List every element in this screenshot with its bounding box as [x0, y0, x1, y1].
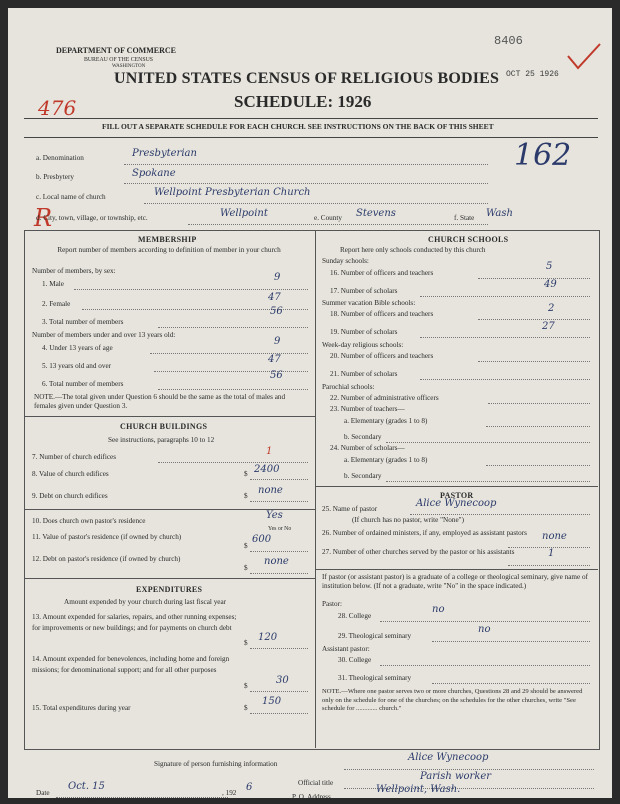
buildings-intro: See instructions, paragraphs 10 to 12 — [108, 436, 215, 444]
expenditures-heading: EXPENDITURES — [136, 585, 203, 594]
rule-membership — [24, 416, 315, 417]
rule-buildings — [24, 578, 315, 579]
q14-label: 14. Amount expended for benevolences, including home and foreign missions; for denominational support; and for all other purposes — [32, 655, 230, 674]
q8-label: 8. Value of church edifices — [32, 470, 109, 478]
form-code: 8—5318 a 11—9054d — [54, 799, 99, 804]
city-value: Wellpoint — [220, 208, 268, 219]
q11-line — [250, 551, 308, 552]
weekday-label: Week-day religious schools: — [322, 341, 404, 349]
q3-value: 56 — [270, 306, 283, 317]
q16-value: 5 — [546, 261, 553, 272]
q15-dollar: $ — [244, 704, 248, 712]
q10-label: 10. Does church own pastor's residence — [32, 517, 146, 525]
q10-hint: Yes or No — [268, 526, 292, 532]
q1-line — [74, 289, 308, 290]
q14-line — [250, 691, 308, 692]
q29-value: no — [478, 624, 491, 635]
q16-label: 16. Number of officers and teachers — [330, 269, 434, 277]
q11-value: 600 — [252, 534, 272, 545]
q8-value: 2400 — [254, 464, 280, 475]
denomination-line — [124, 164, 488, 165]
rule-top — [24, 118, 598, 119]
q15-line — [250, 713, 308, 714]
q11-dollar: $ — [244, 542, 248, 550]
membership-heading: MEMBERSHIP — [138, 235, 197, 244]
county-value: Stevens — [356, 208, 396, 219]
q27-value: 1 — [548, 548, 555, 559]
denomination-label: a. Denomination — [36, 154, 84, 162]
city-label: WASHINGTON — [112, 64, 146, 69]
schedule-title: SCHEDULE: 1926 — [234, 92, 372, 111]
signature-line — [344, 769, 594, 770]
q24-label: 24. Number of scholars— — [330, 444, 405, 452]
age-intro: Number of members under and over 13 years old: — [32, 331, 176, 339]
official-title-label: Official title — [298, 779, 334, 787]
buildings-heading: CHURCH BUILDINGS — [120, 422, 208, 431]
pastor-note: NOTE.—Where one pastor serves two or more churches, Questions 28 and 29 should be answered only on the schedule for one of the churches; on the schedules for the other churches, write "See schedule for ............. church." — [322, 688, 583, 712]
red-mark: R — [34, 204, 53, 232]
year-value: 6 — [246, 782, 253, 793]
presbytery-label: b. Presbytery — [36, 173, 74, 181]
signature-value: Alice Wynecoop — [408, 752, 489, 763]
q18-value: 2 — [548, 303, 555, 314]
q9-dollar: $ — [244, 492, 248, 500]
q6-value: 56 — [270, 370, 283, 381]
church-name-value: Wellpoint Presbyterian Church — [154, 187, 311, 198]
q25-hint: (If church has no pastor, write "None") — [352, 516, 464, 524]
q5-line — [154, 371, 308, 372]
q11-label: 11. Value of pastor's residence (if owned by church) — [32, 533, 182, 541]
membership-intro: Report number of members according to definition of member in your church — [57, 246, 281, 254]
q3-line — [158, 327, 308, 328]
official-title-value: Parish worker — [420, 771, 492, 782]
q5-value: 47 — [268, 354, 281, 365]
q17-value: 49 — [544, 279, 557, 290]
q20-line — [478, 361, 590, 362]
column-divider — [315, 230, 316, 748]
q4-value: 9 — [274, 336, 281, 347]
q30-label: 30. College — [338, 656, 372, 664]
q12-label: 12. Debt on pastor's residence (if owned by church) — [32, 555, 181, 563]
q4-label: 4. Under 13 years of age — [42, 344, 113, 352]
q9-label: 9. Debt on church edifices — [32, 492, 108, 500]
census-schedule-sheet — [8, 8, 612, 804]
q13-value: 120 — [258, 632, 278, 643]
po-address-label: P. O. Address — [292, 793, 331, 801]
serial-number: 8406 — [494, 34, 523, 48]
q12-value: none — [264, 556, 289, 567]
signature-label: Signature of person furnishing information — [154, 760, 278, 768]
q29-label: 29. Theological seminary — [338, 632, 412, 640]
q16-line — [478, 278, 590, 279]
q28-label: 28. College — [338, 612, 372, 620]
q18-line — [478, 319, 590, 320]
q30-line — [380, 665, 590, 666]
q28-line — [380, 621, 590, 622]
q23-label: 23. Number of teachers— — [330, 405, 405, 413]
county-label: e. County — [314, 214, 342, 222]
church-name-label: c. Local name of church — [36, 193, 106, 201]
sunday-label: Sunday schools: — [322, 257, 369, 265]
q17-line — [420, 296, 590, 297]
q28-value: no — [432, 604, 445, 615]
q26-label: 26. Number of ordained ministers, if any, employed as assistant pastors — [322, 529, 527, 537]
q12-line — [250, 573, 308, 574]
q13-label: 13. Amount expended for salaries, repairs, and other running expenses; for improvements or new buildings; and for payments on church debt — [32, 613, 237, 632]
q19-value: 27 — [542, 321, 555, 332]
q24b-line — [386, 481, 590, 482]
q29-line — [432, 641, 590, 642]
q19-line — [420, 337, 590, 338]
assistant-label: Assistant pastor: — [322, 645, 370, 653]
q24a-label: a. Elementary (grades 1 to 8) — [344, 456, 428, 464]
q31-label: 31. Theological seminary — [338, 674, 412, 682]
q9-line — [250, 501, 308, 502]
q2-value: 47 — [268, 292, 281, 303]
q1-value: 9 — [274, 272, 281, 283]
schools-heading: CHURCH SCHOOLS — [428, 235, 509, 244]
q4-line — [150, 353, 308, 354]
rule-schools — [315, 486, 598, 487]
q17-label: 17. Number of scholars — [330, 287, 398, 295]
membership-note: NOTE.—The total given under Question 6 should be the same as the total of males and females given under Question 3. — [34, 393, 286, 410]
q21-label: 21. Number of scholars — [330, 370, 398, 378]
bureau-label: BUREAU OF THE CENSUS — [84, 57, 153, 63]
q26-value: none — [542, 531, 567, 542]
state-label: f. State — [454, 214, 475, 222]
date-line — [56, 797, 228, 798]
summer-label: Summer vacation Bible schools: — [322, 299, 416, 307]
graduate-note: If pastor (or assistant pastor) is a graduate of a college or theological seminary, give name of institution below. (If not a graduate, write "No" in the space indicated.) — [322, 573, 588, 590]
q31-line — [432, 683, 590, 684]
form-title: UNITED STATES CENSUS OF RELIGIOUS BODIES — [114, 70, 500, 87]
q27-line — [508, 565, 590, 566]
parochial-label: Parochial schools: — [322, 383, 375, 391]
q20-label: 20. Number of officers and teachers — [330, 352, 434, 360]
q7-label: 7. Number of church edifices — [32, 453, 117, 461]
state-value: Wash — [486, 208, 513, 219]
q6-label: 6. Total number of members — [42, 380, 124, 388]
q13-dollar: $ — [244, 639, 248, 647]
schools-intro: Report here only schools conducted by this church — [340, 246, 486, 254]
date-value: Oct. 15 — [68, 781, 105, 792]
q7-line — [158, 462, 308, 463]
city-label-d: d. City, town, village, or township, etc. — [36, 214, 148, 222]
q21-line — [420, 379, 590, 380]
q9-value: none — [258, 485, 283, 496]
q25-value: Alice Wynecoop — [416, 498, 497, 509]
q15-label: 15. Total expenditures during year — [32, 704, 131, 712]
red-checkmark-icon — [566, 42, 602, 72]
instruction-line: FILL OUT A SEPARATE SCHEDULE FOR EACH CHURCH. SEE INSTRUCTIONS ON THE BACK OF THIS SHEET — [102, 122, 494, 131]
q15-value: 150 — [262, 696, 282, 707]
rule-q27 — [315, 569, 598, 570]
q18-label: 18. Number of officers and teachers — [330, 310, 434, 318]
date-label: Date — [36, 789, 50, 797]
q2-label: 2. Female — [42, 300, 71, 308]
city-line — [188, 224, 488, 225]
q19-label: 19. Number of scholars — [330, 328, 398, 336]
q24a-line — [486, 465, 590, 466]
q8-dollar: $ — [244, 470, 248, 478]
year-prefix: , 192 — [222, 789, 237, 797]
q3-label: 3. Total number of members — [42, 318, 124, 326]
q25-label: 25. Name of pastor — [322, 505, 378, 513]
q23a-line — [486, 426, 590, 427]
church-name-line — [144, 203, 488, 204]
q14-value: 30 — [276, 675, 289, 686]
department-label: DEPARTMENT OF COMMERCE — [56, 46, 177, 55]
q23b-label: b. Secondary — [344, 433, 382, 441]
q23a-label: a. Elementary (grades 1 to 8) — [344, 417, 428, 425]
q8-line — [250, 479, 308, 480]
q24b-label: b. Secondary — [344, 472, 382, 480]
q10-value: Yes — [266, 510, 283, 521]
q25-line — [410, 514, 590, 515]
q14-dollar: $ — [244, 682, 248, 690]
presbytery-line — [124, 183, 488, 184]
q22-line — [488, 403, 590, 404]
q22-label: 22. Number of administrative officers — [330, 394, 439, 402]
q23b-line — [386, 442, 590, 443]
expenditures-intro: Amount expended by your church during last fiscal year — [64, 598, 227, 606]
blue-mark: 162 — [514, 138, 572, 173]
q13-line — [250, 648, 308, 649]
q27-label: 27. Number of other churches served by the pastor or his assistants — [322, 548, 515, 556]
q7-value: 1 — [266, 446, 273, 457]
rule-under-instruction — [24, 137, 598, 138]
q1-label: 1. Male — [42, 280, 64, 288]
date-stamp: OCT 25 1926 — [506, 70, 559, 79]
pastor-label: Pastor: — [322, 600, 342, 608]
pastor-heading: PASTOR — [440, 491, 474, 500]
members-by-sex: Number of members, by sex: — [32, 267, 116, 275]
q6-line — [158, 389, 308, 390]
red-number: 476 — [38, 96, 77, 120]
presbytery-value: Spokane — [132, 168, 176, 179]
q5-label: 5. 13 years old and over — [42, 362, 112, 370]
q12-dollar: $ — [244, 564, 248, 572]
denomination-value: Presbyterian — [132, 148, 197, 159]
po-address-value: Wellpoint, Wash. — [376, 784, 461, 795]
